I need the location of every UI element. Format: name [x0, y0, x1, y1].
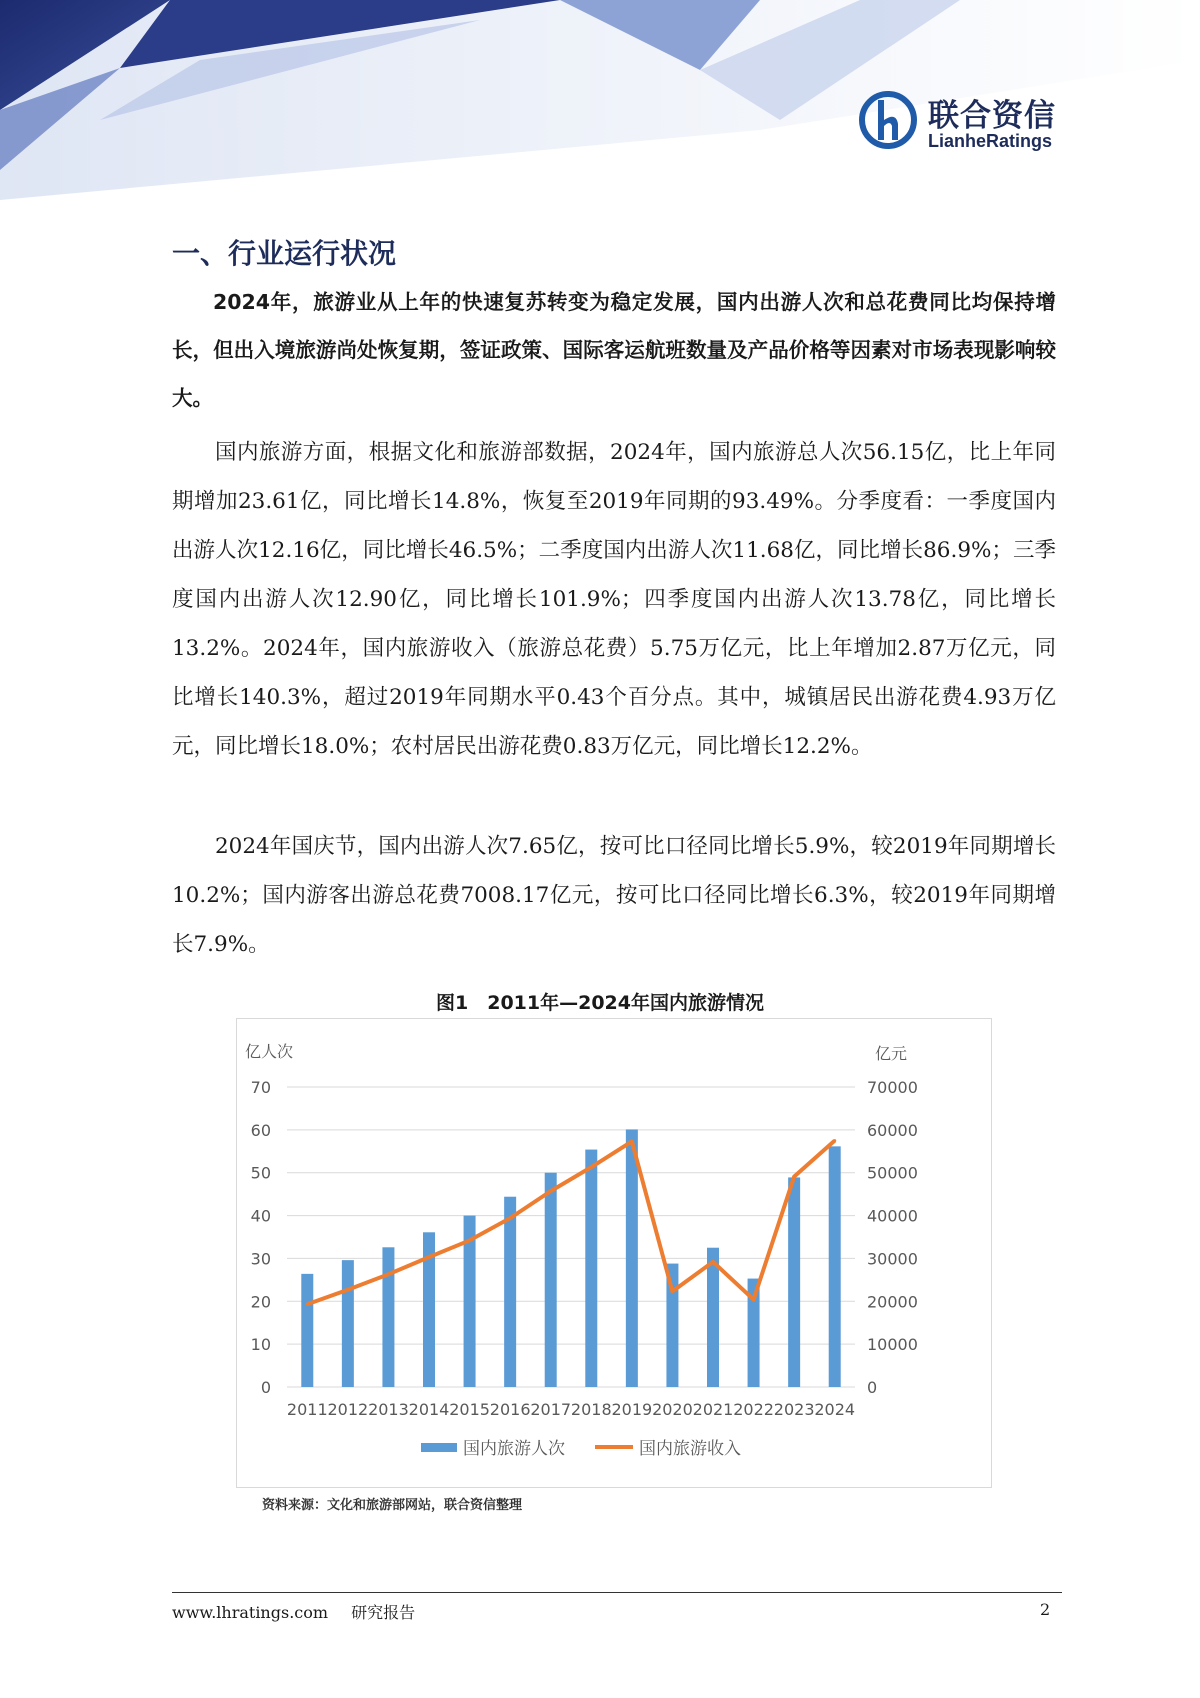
domestic-tourism-paragraph: 国内旅游方面，根据文化和旅游部数据，2024年，国内旅游总人次56.15亿，比上年同期增加23.61亿，同比增长14.8%，恢复至2019年同期的93.49%。分季度看：一季度国内出游人次12.16亿，同比增长46.5%；二季度国内出游人次11.68亿，同比增长86.9%；三季度国内出游人次12.90亿，同比增长101.9%；四季度国内出游人次13.78亿，同比增长13.2%。2024年，国内旅游收入（旅游总花费）5.75万亿元，比上年增加2.87万亿元，同比增长140.3%，超过2019年同期水平0.43个百分点。其中，城镇居民出游花费4.93万亿元，同比增长18.0%；农村居民出游花费0.83万亿元，同比增长12.2%。	[172, 440, 1056, 759]
income-point-2013	[387, 1273, 390, 1276]
right-tick-label: 70000	[867, 1078, 918, 1097]
bar-2023	[788, 1177, 800, 1387]
x-tick-label: 2021	[692, 1400, 734, 1419]
income-point-2024	[833, 1139, 836, 1142]
income-point-2020	[671, 1290, 674, 1293]
bar-2013	[382, 1247, 394, 1387]
income-point-2023	[793, 1175, 796, 1178]
income-point-2015	[468, 1239, 471, 1242]
x-tick-label: 2023	[773, 1400, 815, 1419]
page-number: 2	[1040, 1600, 1051, 1619]
right-tick-label: 50000	[867, 1163, 918, 1183]
income-point-2019	[630, 1140, 633, 1143]
bar-2012	[342, 1260, 354, 1387]
left-tick-label: 60	[250, 1120, 271, 1140]
income-point-2017	[549, 1190, 552, 1193]
right-tick-label: 0	[867, 1378, 878, 1397]
footer-left	[172, 1600, 433, 1623]
lianhe-logo-icon	[858, 90, 918, 150]
bar-2018	[585, 1150, 597, 1387]
income-point-2012	[346, 1288, 349, 1291]
bar-2019	[626, 1129, 638, 1387]
income-point-2011	[306, 1303, 309, 1306]
left-tick-label: 10	[250, 1335, 271, 1355]
brand-logo	[858, 88, 1078, 160]
x-tick-label: 2022	[733, 1400, 774, 1419]
left-tick-label: 50	[250, 1163, 271, 1183]
bar-2016	[504, 1197, 516, 1387]
section-title: 一、行业运行状况	[172, 237, 397, 270]
x-tick-label: 2024	[814, 1400, 856, 1419]
income-point-2021	[712, 1260, 715, 1263]
left-axis-label: 亿人次	[245, 1042, 294, 1061]
right-tick-label: 20000	[867, 1292, 918, 1312]
x-tick-label: 2015	[449, 1400, 490, 1419]
right-tick-label: 40000	[867, 1206, 918, 1226]
income-point-2022	[752, 1298, 755, 1301]
brand-name-en: LianheRatings	[928, 131, 1053, 151]
legend-bar-swatch	[421, 1443, 457, 1452]
income-point-2014	[428, 1256, 431, 1259]
bar-2021	[707, 1248, 719, 1387]
chart-canvas	[237, 1019, 993, 1489]
left-tick-label: 0	[260, 1378, 271, 1397]
left-tick-label: 30	[250, 1249, 271, 1269]
left-tick-label: 40	[250, 1206, 271, 1226]
footer-website-link[interactable]: www.lhratings.com	[172, 1603, 329, 1622]
right-tick-label: 60000	[867, 1120, 918, 1140]
x-tick-label: 2012	[327, 1400, 369, 1419]
left-tick-label: 20	[250, 1292, 271, 1312]
bar-2024	[829, 1146, 841, 1387]
national-day-paragraph: 2024年国庆节，国内出游人次7.65亿，按可比口径同比增长5.9%，较2019年同期增长10.2%；国内游客出游总花费7008.17亿元，按可比口径同比增长6.3%，较2019年同期增长7.9%。	[172, 834, 1056, 957]
x-tick-label: 2014	[408, 1400, 450, 1419]
legend-line-label: 国内旅游收入	[639, 1439, 741, 1459]
income-point-2016	[509, 1217, 512, 1220]
x-tick-label: 2017	[530, 1400, 572, 1419]
brand-name-cn: 联合资信	[928, 98, 1056, 134]
x-tick-label: 2016	[489, 1400, 531, 1419]
lead-paragraph: 2024年，旅游业从上年的快速复苏转变为稳定发展，国内出游人次和总花费同比均保持增长，但出入境旅游尚处恢复期，签证政策、国际客运航班数量及产品价格等因素对市场表现影响较大。	[172, 290, 1056, 410]
x-tick-label: 2011	[286, 1400, 328, 1419]
x-tick-label: 2019	[611, 1400, 653, 1419]
x-tick-label: 2020	[652, 1400, 693, 1419]
left-tick-label: 70	[250, 1078, 271, 1097]
footer-label: 研究报告	[351, 1603, 416, 1622]
x-tick-label: 2018	[570, 1400, 612, 1419]
right-axis-label: 亿元	[875, 1044, 908, 1063]
figure-source: 资料来源：文化和旅游部网站，联合资信整理	[262, 1498, 523, 1513]
bar-2017	[545, 1173, 557, 1387]
figure-title: 图1 2011年—2024年国内旅游情况	[436, 992, 764, 1014]
footer-divider	[172, 1592, 1062, 1593]
bar-2011	[301, 1274, 313, 1387]
income-point-2018	[590, 1166, 593, 1169]
x-tick-label: 2013	[368, 1400, 409, 1419]
tourism-chart	[236, 1018, 992, 1488]
legend-bar-label: 国内旅游人次	[463, 1439, 565, 1459]
right-tick-label: 10000	[867, 1335, 918, 1355]
right-tick-label: 30000	[867, 1249, 918, 1269]
